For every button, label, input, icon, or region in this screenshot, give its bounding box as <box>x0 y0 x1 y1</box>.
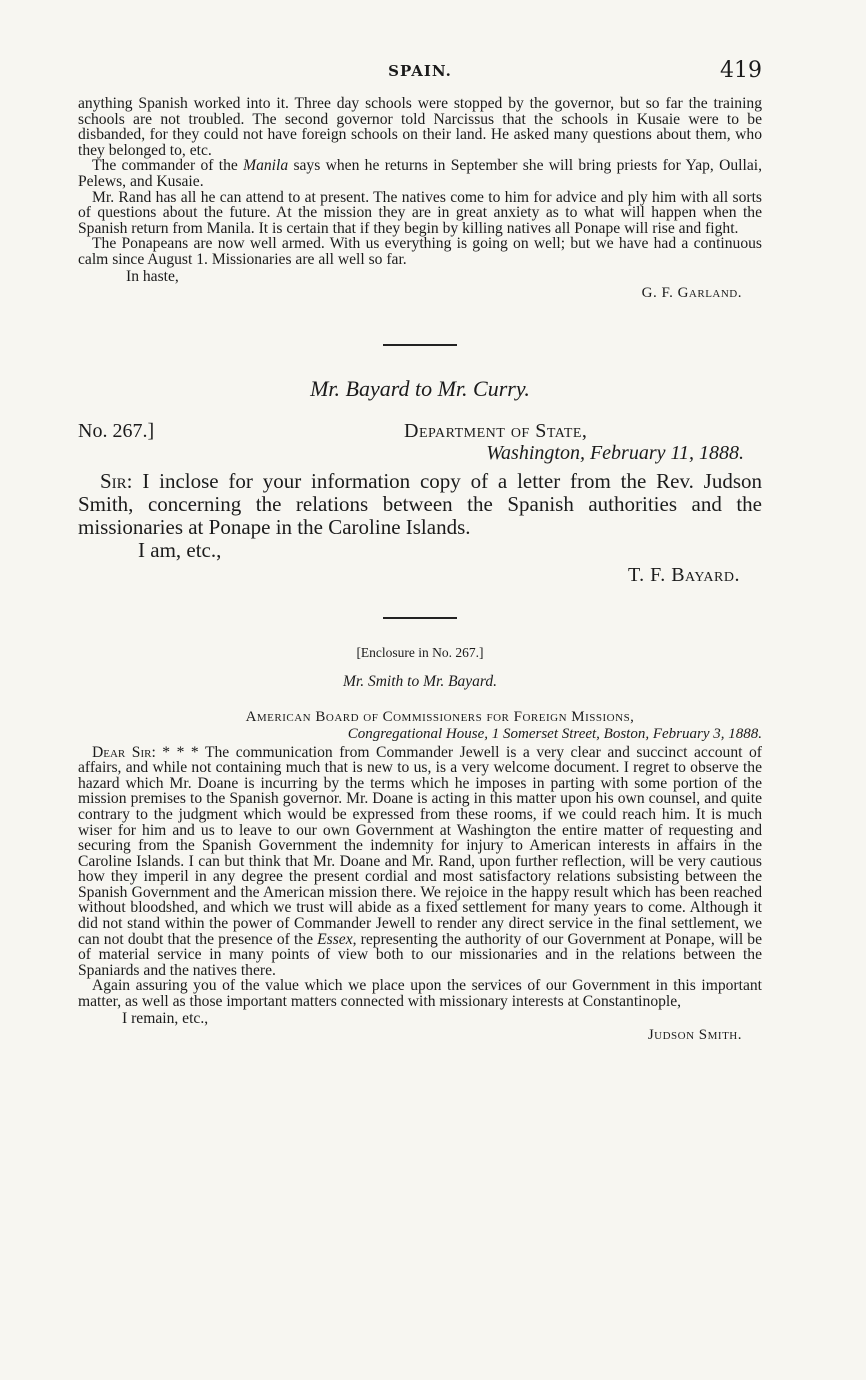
page-header-title: SPAIN. <box>388 62 452 80</box>
salutation: Sir: <box>100 468 133 493</box>
page-number: 419 <box>720 58 762 83</box>
ship-name: Manila <box>243 157 289 175</box>
body-paragraph: Mr. Rand has all he can attend to at present. The natives come to him for advice and ply him with all sorts of questions about the future. At the mission they are in great anxiety as to what will happen when the Spanish return from Manila. It is certain that if they begin by killing natives all Ponape will rise and fight. <box>78 188 762 237</box>
text-run: The commander of the <box>92 157 244 175</box>
dispatch-number: No. 267.] <box>78 419 155 442</box>
ship-name: Essex <box>317 930 353 948</box>
running-head <box>78 60 762 90</box>
document-page <box>78 60 762 1044</box>
organization-name: American Board of Commissioners for Foreign Missions, <box>245 708 635 725</box>
text-run: , representing the authority of our Government at Ponape, will be of material service in many points of view both to our missionaries and in the relations between the Spaniards and the natives there. <box>78 930 762 979</box>
letter-heading: Mr. Smith to Mr. Bayard. <box>343 672 497 690</box>
enclosure-note: [Enclosure in No. 267.] <box>356 644 484 660</box>
letter-meta <box>78 420 762 466</box>
text-run: I inclose for your information copy of a letter from the Rev. Judson Smith, concerning the relations between the Spanish authorities and the missionaries at Ponape in the Caroline Islands. <box>78 468 762 539</box>
body-paragraph: anything Spanish worked into it. Three day schools were stopped by the governor, but so far the training schools are not troubled. The second governor told Narcissus that the schools in Kusaie were to be disbanded, for they could not have foreign schools on their land. He asked many questions about them, who they belonged to, etc. <box>78 95 762 159</box>
text-run: * * * The communication from Commander Jewell is a very clear and succinct account of affairs, and while not containing much that is new to us, is a very welcome document. I regret to observe the hazard which Mr. Doane is incurring by the terms which he imposes in parting with some portion of the mission premises to the Spanish governor. Mr. Doane is acting in this matter upon his own counsel, and quite contrary to the judgment which would be expressed from these rooms, if we could reach him. It is much wiser for him and us to leave to our own Government at Washington the entire matter of requesting and securing from the Spanish Government the indemnity for injury to American interests in affairs in the Caroline Islands. I can but think that Mr. Doane and Mr. Rand, upon further reflection, will be very cautious how they imperil in any degree the present cordial and most satisfactory relations subsisting between the Spanish Government and the American mission there. We rejoice in the happy result which has been reached without bloodshed, and which we trust will abide as a fixed settlement for many years to come. Although it did not stand within the power of Commander Jewell to render any direct service in the final settlement, we can not doubt that the presence of the <box>78 743 762 948</box>
bayard-letter <box>78 376 762 587</box>
body-paragraph <box>78 158 762 189</box>
signature: Judson Smith. <box>647 1026 742 1043</box>
closing: In haste, <box>126 267 179 285</box>
body-paragraph: Again assuring you of the value which we place upon the services of our Government in this important matter, as well as those important matters connected with missionary interests at Constantinople, <box>78 977 762 1011</box>
smith-letter <box>78 645 762 1044</box>
text-run: says when he returns in September she will bring priests for Yap, Oullai, Pelews, and Kusaie. <box>78 157 762 190</box>
body-paragraph <box>78 745 762 979</box>
letter-address: Congregational House, 1 Somerset Street, Boston, February 3, 1888. <box>347 725 762 742</box>
signature: T. F. Bayard. <box>627 563 740 586</box>
body-paragraph: The Ponapeans are now well armed. With us everything is going on well; but we have had a continuous calm since August 1. Missionaries are all well so far. <box>78 235 762 268</box>
closing: I am, etc., <box>138 537 222 562</box>
letter-date: Washington, February 11, 1888. <box>486 441 744 464</box>
closing: I remain, etc., <box>122 1009 209 1027</box>
salutation: Dear Sir: <box>92 743 156 761</box>
letter-body <box>78 470 762 539</box>
section-divider <box>383 344 457 346</box>
section-divider <box>383 617 457 619</box>
department-name: Department of State, <box>404 419 588 442</box>
letter-heading: Mr. Bayard to Mr. Curry. <box>310 375 530 401</box>
garland-letter <box>78 96 762 302</box>
signature: G. F. Garland. <box>641 284 742 301</box>
